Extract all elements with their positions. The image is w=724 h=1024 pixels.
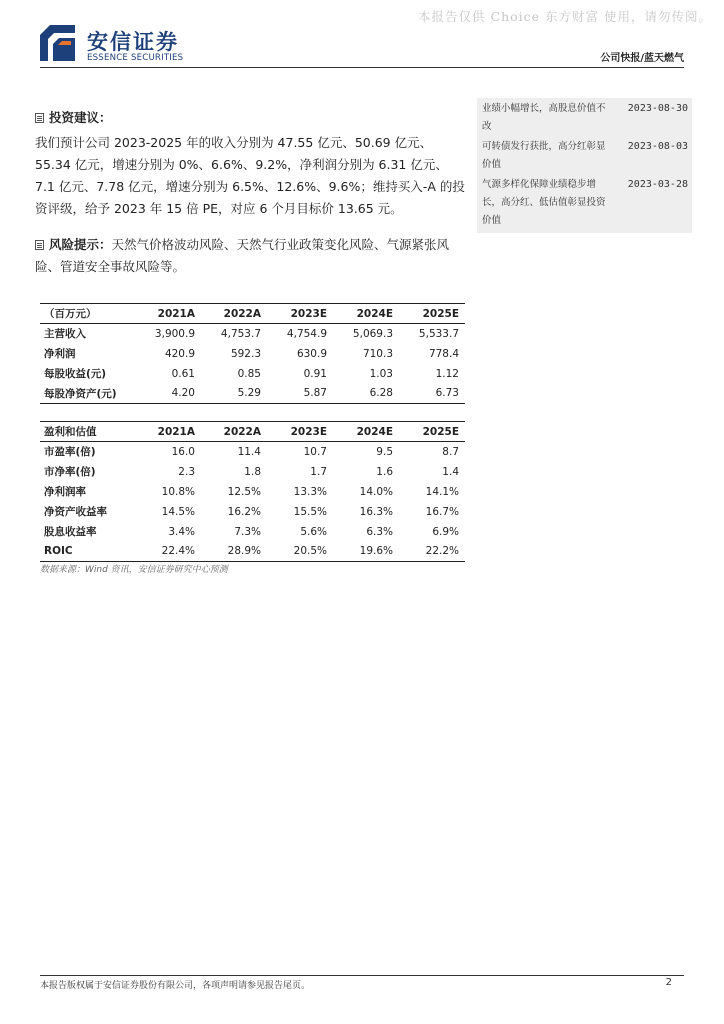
column-header: 2025E bbox=[422, 307, 459, 320]
table-row bbox=[40, 502, 465, 522]
report-type: 公司快报/蓝天燃气 bbox=[600, 53, 684, 64]
related-report-date: 2023-03-28 bbox=[627, 179, 688, 190]
table-cell: 3,900.9 bbox=[154, 327, 195, 340]
row-label: 净利润 bbox=[44, 348, 76, 360]
risk-title: 风险提示： bbox=[49, 237, 112, 252]
table-cell: 28.9% bbox=[227, 545, 261, 558]
table-cell: 9.5 bbox=[376, 445, 393, 458]
copyright-notice: 本报告版权属于安信证券股份有限公司，各项声明请参见报告尾页。 bbox=[40, 981, 311, 991]
table-cell: 1.7 bbox=[310, 465, 327, 478]
table-cell: 14.0% bbox=[359, 485, 393, 498]
header-divider bbox=[40, 67, 684, 68]
footer-divider bbox=[40, 975, 684, 976]
table-cell: 16.7% bbox=[425, 505, 459, 518]
table-cell: 16.0 bbox=[171, 445, 195, 458]
table-cell: 5.29 bbox=[237, 387, 261, 400]
table-cell: 8.7 bbox=[442, 445, 459, 458]
logo-english-name: ESSENCE SECURITIES bbox=[87, 53, 184, 63]
table-row bbox=[40, 482, 465, 502]
row-label: 每股收益(元) bbox=[44, 368, 107, 380]
table-cell: 4,753.7 bbox=[220, 327, 261, 340]
table-row bbox=[40, 324, 465, 344]
table-cell: 778.4 bbox=[428, 347, 459, 360]
column-header: 盈利和估值 bbox=[44, 426, 97, 438]
related-report-title: 业绩小幅增长，高股息价值不改 bbox=[482, 103, 606, 132]
related-report-date: 2023-08-03 bbox=[627, 141, 688, 152]
data-source-note: 数据来源：Wind 资讯，安信证券研究中心预测 bbox=[40, 565, 228, 575]
table-cell: 10.7 bbox=[303, 445, 327, 458]
logo-mark-icon bbox=[40, 25, 75, 61]
row-label: 股息收益率 bbox=[44, 526, 97, 538]
table-cell: 6.9% bbox=[432, 525, 459, 538]
table-header-row bbox=[40, 422, 465, 442]
table-cell: 1.03 bbox=[369, 367, 393, 380]
table-cell: 4,754.9 bbox=[286, 327, 327, 340]
table-cell: 16.3% bbox=[359, 505, 393, 518]
document-icon bbox=[35, 113, 44, 123]
column-header: 2024E bbox=[356, 425, 393, 438]
table-cell: 6.28 bbox=[369, 387, 393, 400]
column-header: 2021A bbox=[157, 307, 195, 320]
column-header: 2025E bbox=[422, 425, 459, 438]
investment-section-heading bbox=[35, 108, 112, 126]
table-row bbox=[40, 344, 465, 364]
related-report-title: 可转债发行获批，高分红彰显价值 bbox=[482, 141, 606, 170]
table-row bbox=[40, 364, 465, 384]
table-cell: 22.2% bbox=[425, 545, 459, 558]
valuation-table bbox=[40, 421, 465, 562]
table-cell: 6.73 bbox=[435, 387, 459, 400]
table-header-row bbox=[40, 304, 465, 324]
table-cell: 630.9 bbox=[296, 347, 327, 360]
table-cell: 5.6% bbox=[300, 525, 327, 538]
related-reports-panel bbox=[477, 98, 692, 233]
page-number: 2 bbox=[665, 977, 672, 988]
table-cell: 420.9 bbox=[164, 347, 195, 360]
table-cell: 0.61 bbox=[171, 367, 195, 380]
table-cell: 16.2% bbox=[227, 505, 261, 518]
column-header: 2022A bbox=[223, 425, 261, 438]
table-cell: 14.1% bbox=[425, 485, 459, 498]
table-cell: 1.12 bbox=[435, 367, 459, 380]
table-cell: 1.8 bbox=[244, 465, 261, 478]
row-label: 主营收入 bbox=[44, 328, 86, 341]
table-cell: 15.5% bbox=[293, 505, 327, 518]
table-cell: 14.5% bbox=[161, 505, 195, 518]
table-cell: 22.4% bbox=[161, 545, 195, 558]
table-row bbox=[40, 542, 465, 562]
table-row bbox=[40, 462, 465, 482]
row-label: 市净率(倍) bbox=[44, 466, 96, 478]
table-cell: 13.3% bbox=[293, 485, 327, 498]
column-header: 2023E bbox=[290, 425, 327, 438]
table-row bbox=[40, 384, 465, 404]
table-cell: 5.87 bbox=[303, 387, 327, 400]
table-cell: 19.6% bbox=[359, 545, 393, 558]
row-label: 净资产收益率 bbox=[44, 506, 107, 518]
column-header: 2024E bbox=[356, 307, 393, 320]
table-cell: 1.6 bbox=[376, 465, 393, 478]
table-cell: 2.3 bbox=[178, 465, 195, 478]
watermark: 本报告仅供 Choice 东方财富 使用，请勿传阅。 bbox=[418, 9, 712, 24]
table-cell: 0.85 bbox=[237, 367, 261, 380]
table-cell: 5,069.3 bbox=[352, 327, 393, 340]
table-cell: 7.3% bbox=[234, 525, 261, 538]
related-report-date: 2023-08-30 bbox=[627, 103, 688, 114]
document-icon bbox=[35, 240, 44, 250]
company-logo bbox=[40, 25, 190, 67]
risk-text: 天然气价格波动风险、天然气行业政策变化风险、气源紧张风险、管道安全事故风险等。 bbox=[35, 237, 450, 274]
table-cell: 5,533.7 bbox=[418, 327, 459, 340]
table-cell: 592.3 bbox=[230, 347, 261, 360]
table-cell: 3.4% bbox=[168, 525, 195, 538]
risk-paragraph bbox=[35, 234, 467, 278]
investment-title: 投资建议： bbox=[49, 110, 112, 125]
table-cell: 0.91 bbox=[303, 367, 327, 380]
row-label: 市盈率(倍) bbox=[44, 446, 96, 459]
table-cell: 6.3% bbox=[366, 525, 393, 538]
table-cell: 1.4 bbox=[442, 465, 459, 478]
row-label: ROIC bbox=[44, 545, 73, 558]
table-row bbox=[40, 522, 465, 542]
column-header: （百万元） bbox=[44, 308, 97, 320]
row-label: 净利润率 bbox=[44, 486, 86, 498]
logo-chinese-name: 安信证券 bbox=[87, 30, 179, 54]
investment-paragraph: 我们预计公司 2023-2025 年的收入分别为 47.55 亿元、50.69 亿元、55.34 亿元，增速分别为 0%、6.6%、9.2%，净利润分别为 6.31 亿元、7.1 亿元、7.78 亿元，增速分别为 6.5%、12.6%、9.6%；维持买入-A 的投资评级，给予 2023 年 15 倍 PE，对应 6 个月目标价 13.65 元。 bbox=[35, 135, 465, 216]
table-cell: 20.5% bbox=[293, 545, 327, 558]
column-header: 2022A bbox=[223, 307, 261, 320]
related-report-title: 气源多样化保障业绩稳步增长，高分红、低估值彰显投资价值 bbox=[482, 179, 606, 226]
financial-summary-table bbox=[40, 303, 465, 404]
column-header: 2023E bbox=[290, 307, 327, 320]
table-row bbox=[40, 442, 465, 462]
table-cell: 12.5% bbox=[227, 485, 261, 498]
column-header: 2021A bbox=[157, 425, 195, 438]
table-cell: 4.20 bbox=[171, 387, 195, 400]
table-cell: 710.3 bbox=[362, 347, 393, 360]
table-cell: 10.8% bbox=[161, 485, 195, 498]
row-label: 每股净资产(元) bbox=[44, 387, 117, 400]
table-cell: 11.4 bbox=[237, 445, 261, 458]
